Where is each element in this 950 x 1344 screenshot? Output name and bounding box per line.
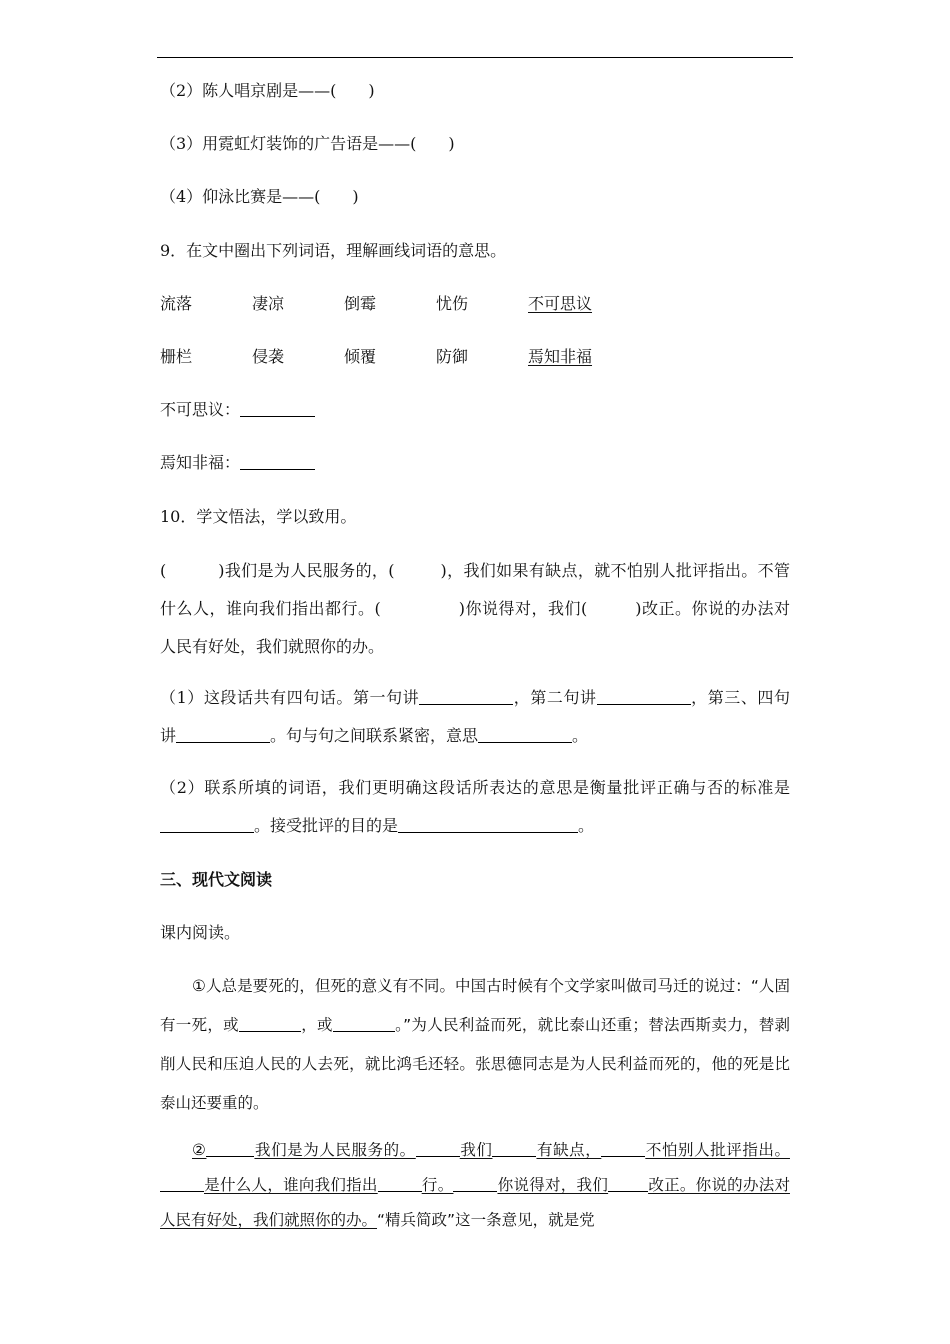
passage-text: )改正。你说的办法对人民有好处，我们就照你的办。: [160, 599, 790, 656]
word: 侵袭: [252, 347, 285, 366]
answer-blank[interactable]: [378, 1175, 422, 1192]
q9-definition-2: [160, 453, 315, 473]
question-text: 。: [572, 726, 589, 745]
q9-word-row-1: [160, 294, 800, 314]
answer-blank[interactable]: [160, 1175, 204, 1192]
reading-paragraph-2: [160, 1133, 790, 1238]
answer-blank[interactable]: [608, 1175, 648, 1192]
reading-paragraph-1: [160, 967, 790, 1123]
answer-blank[interactable]: [416, 1140, 460, 1157]
underlined-text: 你说得对，我们: [497, 1176, 609, 1194]
passage-text: (: [160, 561, 167, 580]
answer-blank[interactable]: [419, 688, 513, 705]
underlined-text: 是什么人，谁向我们指出: [204, 1176, 378, 1194]
question-text: ，第三、四句讲: [160, 688, 790, 745]
answer-blank[interactable]: [160, 816, 254, 833]
paragraph-text: ①人总是要死的，但死的意义有不同。中国古时候有个文学家叫做司马迁的说过：“人固有一死，或: [160, 977, 790, 1034]
q9-word-row-2: [160, 347, 800, 367]
paragraph-number: ②: [192, 1141, 207, 1159]
answer-blank[interactable]: [176, 726, 270, 743]
answer-blank[interactable]: [597, 688, 691, 705]
underlined-text: 我们: [459, 1141, 493, 1159]
question-text: 。: [578, 816, 595, 835]
answer-blank[interactable]: [492, 1140, 536, 1157]
passage-text: )我们是为人民服务的，(: [218, 561, 395, 580]
underlined-word: 焉知非福: [528, 347, 593, 366]
q9-title: 9．在文中圈出下列词语，理解画线词语的意思。: [160, 241, 507, 260]
header-rule: [157, 57, 793, 58]
section-3-intro: 课内阅读。: [160, 923, 241, 942]
answer-blank[interactable]: [239, 1015, 301, 1032]
underlined-text: 我们是为人民服务的。: [254, 1141, 416, 1159]
word: 忧伤: [436, 294, 469, 313]
q8-item-4: （4）仰泳比赛是——( ): [160, 187, 359, 206]
question-text: 。句与句之间联系紧密，意思: [270, 726, 479, 745]
answer-blank[interactable]: [333, 1015, 395, 1032]
answer-blank[interactable]: [240, 453, 315, 470]
answer-blank[interactable]: [478, 726, 572, 743]
q10-title: 10．学文悟法，学以致用。: [160, 507, 357, 526]
word: 凄凉: [252, 294, 285, 313]
underlined-text: 有缺点，: [536, 1141, 602, 1159]
question-text: ，第二句讲: [513, 688, 597, 707]
q10-sub-1: [160, 679, 790, 755]
underlined-text: 改正。你说的办法对人民有好处，我们就照你的办。: [160, 1176, 790, 1229]
word: 倒霉: [344, 294, 377, 313]
paragraph-text: “精兵简政”这一条意见，就是党: [377, 1211, 595, 1229]
answer-blank[interactable]: [206, 1140, 254, 1157]
underlined-text: 不怕别人批评指出。: [645, 1141, 790, 1159]
q9-definition-1: [160, 400, 315, 420]
definition-label: 不可思议：: [160, 400, 241, 419]
question-text: （1）这段话共有四句话。第一句讲: [160, 688, 420, 707]
definition-label: 焉知非福：: [160, 453, 241, 472]
underlined-text: 行。: [421, 1176, 454, 1194]
answer-blank[interactable]: [398, 816, 578, 833]
q8-item-2: （2）陈人唱京剧是——( ): [160, 81, 375, 100]
question-text: （2）联系所填的词语，我们更明确这段话所表达的意思是衡量批评正确与否的标准是: [160, 778, 790, 797]
paragraph-text: 。”为人民利益而死，就比泰山还重；替法西斯卖力，替剥削人民和压迫人民的人去死，就比鸿毛还轻。张思德同志是为人民利益而死的，他的死是比泰山还要重的。: [160, 1016, 790, 1112]
passage-text: )，我们如果有缺点，就不怕别人批评指出。不管什么人，谁向我们指出都行。(: [160, 561, 790, 618]
paragraph-text: ，或: [300, 1016, 333, 1034]
q8-item-3: （3）用霓虹灯装饰的广告语是——( ): [160, 134, 455, 153]
answer-blank[interactable]: [601, 1140, 645, 1157]
underlined-word: 不可思议: [528, 294, 593, 313]
answer-blank[interactable]: [240, 400, 315, 417]
word: 倾覆: [344, 347, 377, 366]
q10-passage: [160, 552, 790, 666]
q10-sub-2: [160, 769, 790, 845]
passage-text: )你说得对，我们(: [458, 599, 588, 618]
answer-blank[interactable]: [453, 1175, 497, 1192]
word: 流落: [160, 294, 193, 313]
word: 防御: [436, 347, 469, 366]
section-3-title: 三、现代文阅读: [160, 870, 273, 889]
word: 栅栏: [160, 347, 193, 366]
question-text: 。接受批评的目的是: [254, 816, 399, 835]
